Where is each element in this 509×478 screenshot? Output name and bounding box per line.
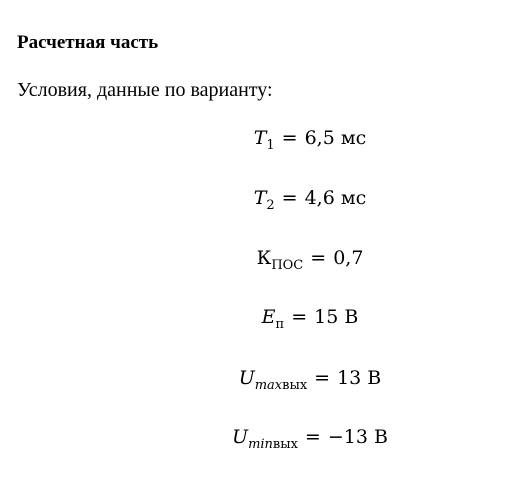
equation-symbol: U (238, 367, 255, 389)
equation-k-pos (0, 245, 509, 271)
equation-subscript: 1 (266, 138, 275, 153)
equation-value: 15 В (314, 306, 359, 328)
equation-e-p (0, 304, 509, 330)
equation-subscript: maxвых (254, 378, 308, 393)
equation-subscript: minвых (248, 437, 298, 452)
equation-u-max (0, 365, 509, 391)
intro-text: Условия, данные по варианту: (17, 79, 273, 101)
equation-symbol: E (261, 306, 276, 328)
equation-value: 6,5 мс (304, 127, 367, 149)
equation-symbol: T (253, 187, 267, 209)
equation-subscript: ПОС (271, 258, 304, 273)
equation-value: 0,7 (333, 247, 364, 269)
equation-value: 4,6 мс (304, 187, 367, 209)
equals-sign: = (281, 187, 298, 209)
equation-value: −13 В (327, 426, 388, 448)
equation-symbol: T (253, 127, 267, 149)
equals-sign: = (281, 127, 298, 149)
equals-sign: = (291, 306, 308, 328)
equals-sign: = (304, 426, 321, 448)
section-heading: Расчетная часть (17, 32, 159, 53)
equals-sign: = (310, 247, 327, 269)
equation-symbol: U (232, 426, 249, 448)
equation-symbol: К (256, 247, 272, 269)
equation-subscript: п (275, 317, 285, 332)
equation-t1 (0, 125, 509, 151)
equation-subscript: 2 (266, 198, 275, 213)
equation-t2 (0, 185, 509, 211)
equation-value: 13 В (337, 367, 382, 389)
equation-u-min (0, 424, 509, 450)
equals-sign: = (314, 367, 331, 389)
